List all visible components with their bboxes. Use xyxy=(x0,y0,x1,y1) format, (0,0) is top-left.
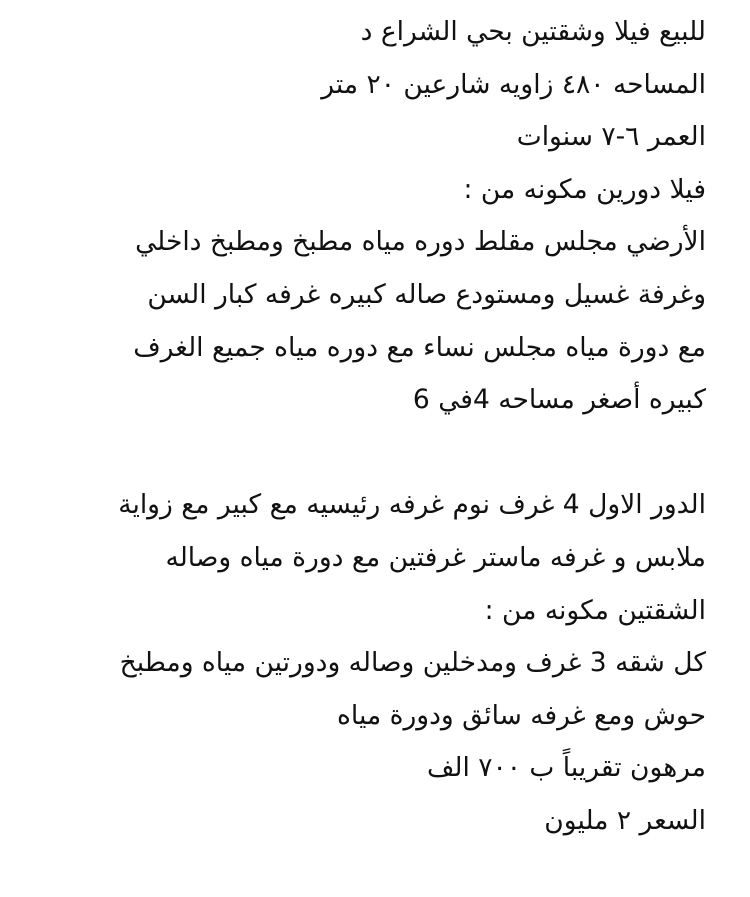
mortgage-line: مرهون تقريباً ب ٧٠٠ الف xyxy=(426,752,706,784)
ground-floor-line-1: الأرضي مجلس مقلط دوره مياه مطبخ ومطبخ داخلي xyxy=(135,226,706,258)
price-line: السعر ٢ مليون xyxy=(544,804,706,836)
villa-heading-line: فيلا دورين مكونه من : xyxy=(463,173,706,205)
ground-floor-line-4: كبيره أصغر مساحه 4في 6 xyxy=(412,384,706,416)
first-floor-line-1: الدور الاول 4 غرف نوم غرفه رئيسيه مع كبير مع زواية xyxy=(118,489,706,521)
age-line: العمر ٦-٧ سنوات xyxy=(516,121,706,153)
listing-message xyxy=(40,6,706,848)
apartments-heading-line: الشقتين مكونه من : xyxy=(484,594,706,626)
ground-floor-line-3: مع دورة مياه مجلس نساء مع دوره مياه جميع الغرف xyxy=(133,331,706,363)
apartment-detail-line-1: كل شقه 3 غرف ومدخلين وصاله ودورتين مياه ومطبخ xyxy=(119,647,706,679)
blank-line xyxy=(40,427,706,480)
area-line: المساحه ٤٨٠ زاويه شارعين ٢٠ متر xyxy=(321,68,706,100)
first-floor-line-2: ملابس و غرفه ماستر غرفتين مع دورة مياه وصاله xyxy=(165,541,706,573)
apartment-detail-line-2: حوش ومع غرفه سائق ودورة مياه xyxy=(337,699,706,731)
ground-floor-line-2: وغرفة غسيل ومستودع صاله كبيره غرفه كبار السن xyxy=(147,278,706,310)
title-line: للبيع فيلا وشقتين بحي الشراع د xyxy=(360,16,706,47)
